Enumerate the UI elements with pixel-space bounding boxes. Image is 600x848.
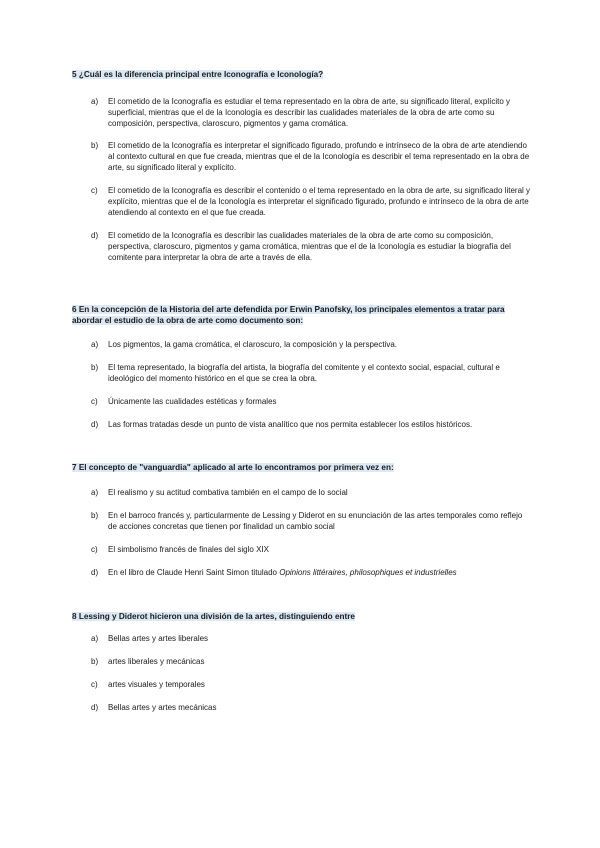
option-letter: b) bbox=[91, 510, 99, 520]
options-list bbox=[72, 633, 532, 713]
option-text: Bellas artes y artes liberales bbox=[108, 633, 209, 643]
question-6 bbox=[72, 305, 532, 430]
option-letter: d) bbox=[91, 230, 99, 240]
question-7 bbox=[72, 463, 532, 578]
question-title: 5 ¿Cuál es la diferencia principal entre Iconografía e Iconología? bbox=[72, 70, 324, 79]
option-text: En el libro de Claude Henri Saint Simon titulado bbox=[108, 567, 280, 577]
option-text: El cometido de la Iconografía es describir el contenido o el tema representado en la obra de arte, su significado literal y explícito, mientras que el de la Iconología es interpretar el significado figurado, profundo e intrínseco de la obra de arte atendiendo al contexto en el que fue creada. bbox=[108, 185, 531, 217]
option-letter: b) bbox=[91, 140, 99, 150]
option-text: En el barroco francés y, particularmente de Lessing y Diderot en su enunciación de las artes temporales como reflejo de acciones concretas que tienen por finalidad un cambio social bbox=[108, 510, 523, 531]
option-letter: c) bbox=[91, 679, 98, 689]
option-d bbox=[72, 230, 532, 263]
option-d bbox=[72, 702, 532, 713]
option-text: Los pigmentos, la gama cromática, el claroscuro, la composición y la perspectiva. bbox=[108, 340, 398, 349]
option-a bbox=[72, 339, 532, 350]
question-title: 6 En la concepción de la Historia del arte defendida por Erwin Panofsky, los principales elementos a tratar para abordar el estudio de la obra de arte como documento son: bbox=[72, 305, 505, 325]
options-list bbox=[72, 487, 532, 578]
option-letter: a) bbox=[91, 340, 99, 349]
option-b bbox=[72, 362, 532, 384]
option-letter: c) bbox=[91, 185, 98, 195]
option-c bbox=[72, 544, 532, 555]
option-text: Las formas tratadas desde un punto de vista analítico que nos permita establecer los estilos históricos. bbox=[108, 420, 473, 429]
option-text: El cometido de la Iconografía es estudiar el tema representado en la obra de arte, su significado literal, explícito y superficial, mientras que el de la Iconología es describir las cualidades materiales de la obra de arte como su composición, perspectiva, claroscuro, pigmentos y gama cromática. bbox=[108, 96, 511, 128]
options-list bbox=[72, 339, 532, 430]
question-title: 8 Lessing y Diderot hicieron una división de la artes, distinguiendo entre bbox=[72, 612, 355, 621]
option-a bbox=[72, 487, 532, 498]
option-text: artes liberales y mecánicas bbox=[108, 656, 205, 666]
question-title: 7 El concepto de "vanguardia" aplicado al arte lo encontramos por primera vez en: bbox=[72, 463, 394, 472]
option-letter: c) bbox=[91, 397, 98, 406]
option-letter: b) bbox=[91, 363, 99, 372]
option-text: artes visuales y temporales bbox=[108, 679, 205, 689]
option-c bbox=[72, 679, 532, 690]
option-text: El realismo y su actitud combativa también en el campo de lo social bbox=[108, 487, 348, 497]
option-b bbox=[72, 140, 532, 173]
option-d bbox=[72, 567, 532, 578]
option-c bbox=[72, 185, 532, 218]
option-c bbox=[72, 396, 532, 407]
option-text: El simbolismo francés de finales del siglo XIX bbox=[108, 544, 269, 554]
option-letter: b) bbox=[91, 656, 99, 666]
options-list bbox=[72, 96, 532, 263]
option-text: El cometido de la Iconografía es interpretar el significado figurado, profundo e intrínseco de la obra de arte atendiendo al contexto cultural en que fue creada, mientras que el de la Iconología es describir el tema representado en la obra de arte, su significado literal y explícito. bbox=[108, 140, 530, 172]
option-text: El cometido de la Iconografía es describir las cualidades materiales de la obra de arte como su composición, perspectiva, claroscuro, pigmentos y gama cromática, mientras que el de la Iconología es estudiar la biografía del comitente para interpretar la obra de arte a través de ella. bbox=[108, 230, 511, 262]
option-text: El tema representado, la biografía del artista, la biografía del comitente y el contexto social, espacial, cultural e ideológico del momento histórico en el que se crea la obra. bbox=[108, 363, 500, 383]
book-title: Opinions littéraires, philosophiques et industrielles bbox=[279, 567, 457, 577]
option-a bbox=[72, 96, 532, 129]
option-d bbox=[72, 419, 532, 430]
option-letter: d) bbox=[91, 702, 99, 712]
option-letter: a) bbox=[91, 487, 99, 497]
question-5 bbox=[72, 70, 532, 263]
option-text: Únicamente las cualidades estéticas y formales bbox=[108, 397, 277, 406]
option-letter: a) bbox=[91, 96, 99, 106]
question-8 bbox=[72, 612, 532, 713]
option-letter: c) bbox=[91, 544, 98, 554]
option-letter: d) bbox=[91, 420, 99, 429]
option-letter: d) bbox=[91, 567, 99, 577]
option-a bbox=[72, 633, 532, 644]
option-b bbox=[72, 656, 532, 667]
option-letter: a) bbox=[91, 633, 99, 643]
option-b bbox=[72, 510, 532, 532]
option-text: Bellas artes y artes mecánicas bbox=[108, 702, 217, 712]
